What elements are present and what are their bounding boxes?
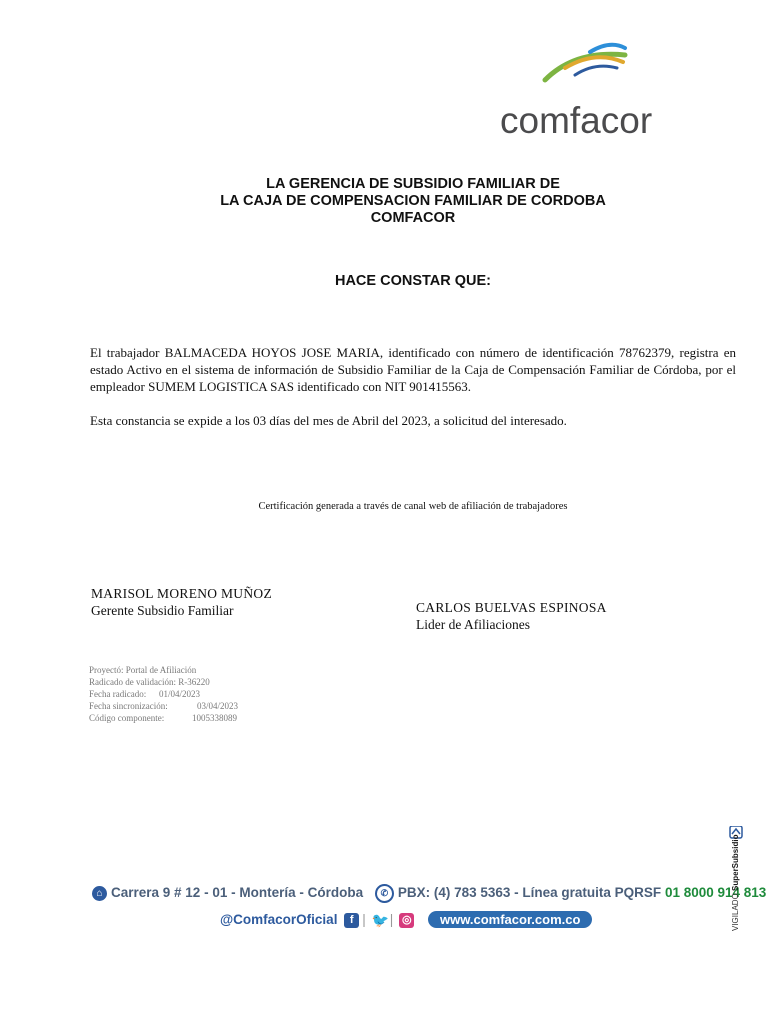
metadata-label: Fecha sincronización:: [89, 701, 168, 711]
metadata-label: Fecha radicado:: [89, 689, 147, 699]
heading-line-3: COMFACOR: [370, 210, 456, 226]
signatory-name: MARISOL MORENO MUÑOZ: [91, 586, 273, 601]
metadata-label: Radicado de validación: R-36220: [89, 677, 210, 687]
metadata-row: [89, 664, 210, 676]
page-footer: [92, 884, 767, 934]
footer-social-handle[interactable]: @ComfacorOficial: [220, 912, 338, 927]
metadata-row: [89, 712, 237, 724]
signatory-name: CARLOS BUELVAS ESPINOSA: [416, 600, 607, 615]
signatory-title: Gerente Subsidio Familiar: [91, 603, 234, 618]
footer-website-link[interactable]: www.comfacor.com.co: [428, 911, 592, 928]
signature-block-1: [91, 585, 272, 619]
heading-line-1: LA GERENCIA DE SUBSIDIO FAMILIAR DE: [266, 176, 560, 192]
metadata-value: 03/04/2023: [197, 701, 239, 711]
logo: comfacor: [500, 100, 653, 141]
metadata-row: [89, 700, 239, 712]
footer-social-row: @ComfacorOficial f | 🐦| ◎ www.comfacor.com.co: [220, 911, 592, 928]
document-metadata: [89, 664, 239, 724]
footer-pbx: PBX: (4) 783 5363 - Línea gratuita PQRSF: [397, 885, 662, 901]
document-heading: [0, 176, 768, 227]
metadata-label: Código componente:: [89, 713, 165, 723]
metadata-row: [89, 676, 210, 688]
svg-text:VIGILADO SuperSubsidio: VIGILADO SuperSubsidio: [731, 834, 740, 931]
footer-address: Carrera 9 # 12 - 01 - Montería - Córdoba: [111, 885, 364, 901]
body-paragraph-1: El trabajador BALMACEDA HOYOS JOSE MARIA, identificado con número de identificación 78762379, registra en estado Activo en el sistema de información de Subsidio Familiar de la Caja de Compensación Familiar de Córdoba, por el empleador SUMEM LOGISTICA SAS identificado con NIT 901415563.: [90, 345, 736, 394]
signatory-title: Lider de Afiliaciones: [416, 617, 530, 632]
phone-icon: ✆: [375, 884, 394, 903]
vigilado-supersubsidio-seal: [720, 826, 750, 936]
twitter-icon[interactable]: 🐦: [371, 911, 390, 928]
document-subheading: HACE CONSTAR QUE:: [334, 273, 491, 289]
metadata-value: 1005338089: [192, 713, 237, 723]
facebook-icon[interactable]: f: [344, 913, 359, 928]
metadata-value: 01/04/2023: [159, 689, 201, 699]
instagram-icon[interactable]: ◎: [399, 913, 414, 928]
metadata-label: Proyectó: Portal de Afiliación: [89, 665, 197, 675]
footer-contact-row: [92, 884, 766, 903]
home-icon: ⌂: [92, 886, 107, 901]
certification-note: Certificación generada a través de canal web de afiliación de trabajadores: [258, 501, 568, 512]
signature-block-2: [416, 599, 607, 633]
metadata-row: [89, 688, 210, 700]
heading-line-2: LA CAJA DE COMPENSACION FAMILIAR DE CORDOBA: [220, 193, 606, 209]
body-paragraph-2: Esta constancia se expide a los 03 días del mes de Abril del 2023, a solicitud del interesado.: [90, 413, 567, 428]
footer-toll-free: 01 8000 914 813: [664, 885, 767, 901]
